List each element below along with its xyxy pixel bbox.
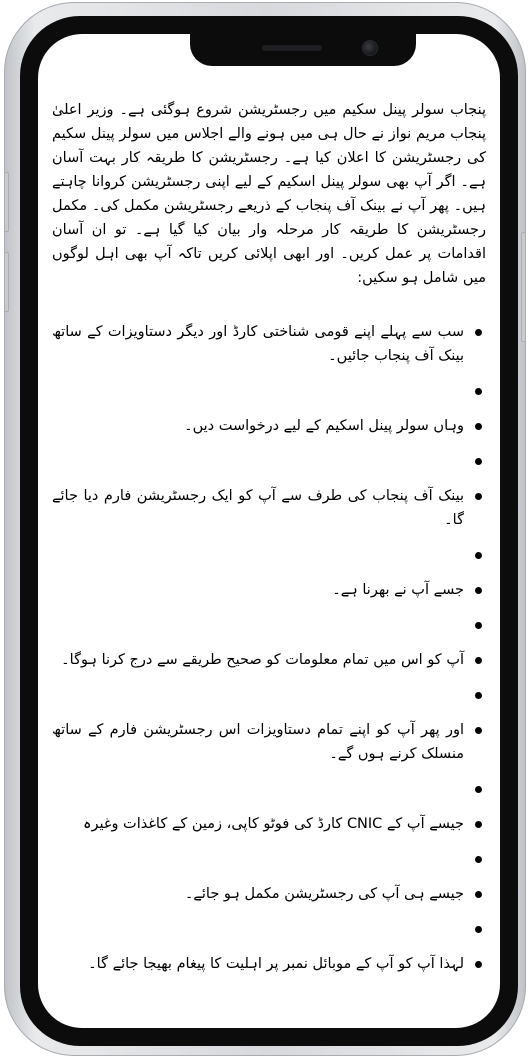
list-item: بینک آف پنجاب کی طرف سے آپ کو ایک رجسٹریشن فارم دیا جائے گا۔	[52, 484, 464, 532]
notch	[190, 34, 416, 66]
list-item	[52, 379, 464, 403]
list-item	[52, 847, 464, 871]
list-item	[52, 917, 464, 941]
list-item: جسے آپ نے بھرنا ہے۔	[52, 578, 464, 602]
article-content	[52, 98, 486, 987]
list-item: آپ کو اس میں تمام معلومات کو صحیح طریقے سے درج کرنا ہوگا۔	[52, 648, 464, 672]
list-item: اور پھر آپ کو اپنے تمام دستاویزات اس رجسٹریشن فارم کے ساتھ منسلک کرنے ہوں گے۔	[52, 718, 464, 766]
list-item	[52, 543, 464, 567]
volume-down-button	[4, 252, 9, 312]
list-item: جیسے ہی آپ کی رجسٹریشن مکمل ہو جائے۔	[52, 882, 464, 906]
speaker-grille	[262, 45, 322, 51]
steps-list	[52, 320, 486, 976]
list-item	[52, 613, 464, 637]
phone-screen	[38, 34, 500, 1028]
power-button	[521, 232, 526, 342]
list-item: سب سے پہلے اپنے قومی شناختی کارڈ اور دیگر دستاویزات کے ساتھ بینک آف پنجاب جائیں۔	[52, 320, 464, 368]
volume-up-button	[4, 172, 9, 232]
list-item: لہذا آپ کو آپ کے موبائل نمبر پر اہلیت کا پیغام بھیجا جائے گا۔	[52, 952, 464, 976]
list-item	[52, 683, 464, 707]
list-item: جیسے آپ کے CNIC کارڈ کی فوٹو کاپی، زمین کے کاغذات وغیرہ	[52, 812, 464, 836]
list-item: وہاں سولر پینل اسکیم کے لیے درخواست دیں۔	[52, 414, 464, 438]
front-camera-icon	[362, 40, 378, 56]
list-item	[52, 449, 464, 473]
intro-paragraph: پنجاب سولر پینل سکیم میں رجسٹریشن شروع ہوگئی ہے۔ وزیر اعلیٰ پنجاب مریم نواز نے حال ہی میں ہونے والے اجلاس میں سولر پینل سکیم کی رجسٹریشن کا اعلان کیا ہے۔ رجسٹریشن کا طریقہ کار بہت آسان ہے۔ اگر آپ بھی سولر پینل اسکیم کے لیے اپنی رجسٹریشن کروانا چاہتے ہیں۔ پھر آپ نے بینک آف پنجاب کے ذریعے رجسٹریشن مکمل کی۔ مکمل رجسٹریشن کا طریقہ کار مرحلہ وار بیان کیا گیا ہے۔ تو ان آسان اقدامات پر عمل کریں۔ اور ابھی اپلائی کریں تاکہ آپ بھی اہل لوگوں میں شامل ہو سکیں:	[52, 102, 486, 286]
list-item	[52, 777, 464, 801]
phone-frame	[4, 2, 526, 1056]
